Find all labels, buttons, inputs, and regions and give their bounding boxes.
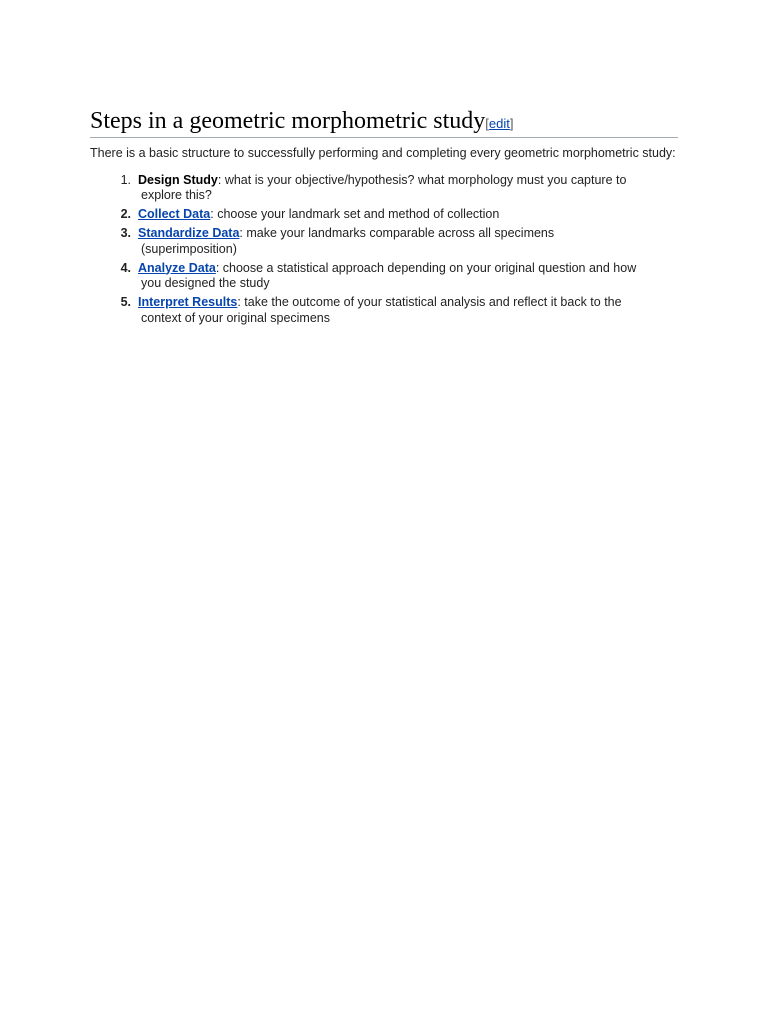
steps-list xyxy=(90,173,678,327)
article-section xyxy=(90,106,678,330)
analyze-data-link[interactable]: Analyze Data xyxy=(138,260,216,275)
step-description-line1: : make your landmarks comparable across all specimens xyxy=(239,226,555,240)
section-title: Steps in a geometric morphometric study xyxy=(90,108,486,134)
step-description-line1: : take the outcome of your statistical analysis and reflect it back to the xyxy=(237,295,622,309)
edit-link[interactable]: edit xyxy=(488,116,510,131)
step-item-standardize-data xyxy=(90,226,678,257)
step-number: 2. xyxy=(120,207,131,221)
step-description-line1: : what is your objective/hypothesis? what morphology must you capture to xyxy=(217,172,627,187)
step-description-line1: : choose your landmark set and method of collection xyxy=(210,207,500,221)
edit-bracket-open: [ xyxy=(485,116,489,131)
collect-data-link[interactable]: Collect Data xyxy=(138,207,211,221)
step-item-analyze-data xyxy=(90,261,678,292)
step-number: 4. xyxy=(120,260,131,275)
step-item-collect-data xyxy=(90,207,678,223)
step-description-line2: you designed the study xyxy=(141,276,270,290)
interpret-results-link[interactable]: Interpret Results xyxy=(138,295,238,309)
step-item-design-study xyxy=(90,173,678,204)
step-description-line1: : choose a statistical approach depending on your original question and how xyxy=(215,260,637,275)
step-term-design-study: Design Study xyxy=(138,172,218,187)
intro-paragraph: There is a basic structure to successfully performing and completing every geometric morphometric study: xyxy=(90,146,676,160)
edit-bracket-close: ] xyxy=(509,116,514,131)
step-number: 5. xyxy=(120,295,131,309)
step-number: 1. xyxy=(120,172,131,187)
section-heading xyxy=(90,106,678,138)
step-item-interpret-results xyxy=(90,295,678,326)
standardize-data-link[interactable]: Standardize Data xyxy=(138,226,240,240)
step-description-line2: explore this? xyxy=(141,188,212,202)
edit-section-control xyxy=(485,116,513,131)
step-number: 3. xyxy=(120,226,131,240)
step-description-line2: (superimposition) xyxy=(141,241,237,256)
step-description-line2: context of your original specimens xyxy=(141,310,330,325)
